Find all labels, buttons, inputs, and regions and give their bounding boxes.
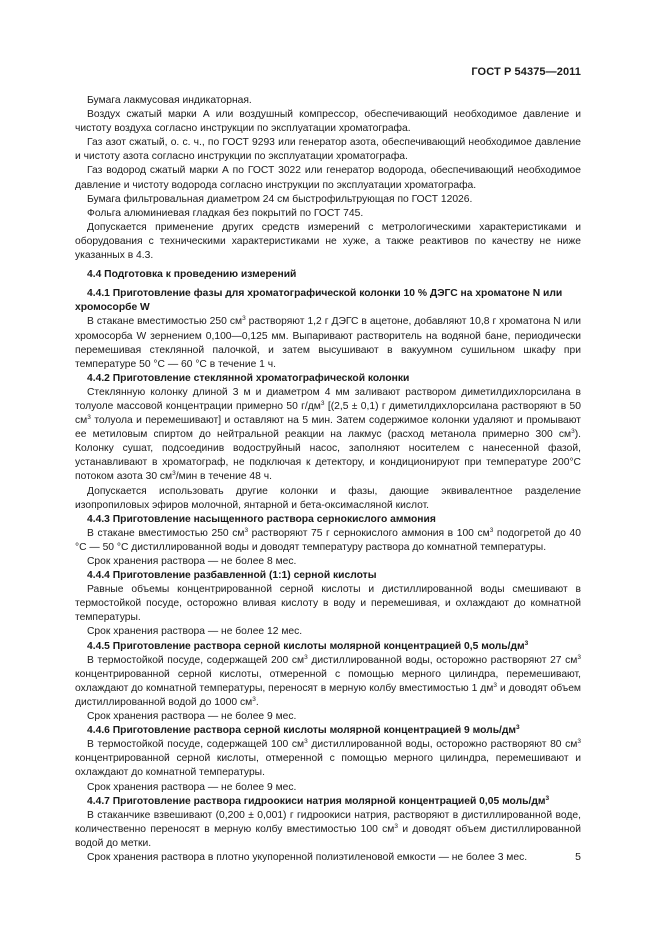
- section-heading: 4.4.4 Приготовление разбавленной (1:1) серной кислоты: [87, 570, 377, 582]
- body-paragraph: Срок хранения раствора — не более 12 мес.: [87, 626, 303, 638]
- body-paragraph: Стеклянную колонку длиной 3 м и диаметром 4 мм заливают раствором диметилдихлорсилана в толуоле массовой концентрации примерно 50 $г/дм^3$ [(2,5 ± 0,1) г диметилдихлорсилана растворяют в 50 $см^3$ толуола и перемешивают] и оставляют на 5 мин. Затем содержимое колонки удаляют и промывают ее метиловым спиртом до нейтральной реакции на лакмус (расход метанола примерно 300 $см^3$). Колонку сушат, подсоединив водоструйный насос, заполняют носителем с нанесенной фазой, устанавливают в хроматограф, не подключая к детектору, и кондиционируют при температуре 200°С потоком азота 30 $см^3$/мин в течение 48 ч.: [75, 386, 581, 483]
- body-paragraph: В термостойкой посуде, содержащей 100 $см^3$ дистиллированной воды, осторожно растворяют 80 $см^3$ концентрированной серной кислоты, отмеренной с помощью мерного цилиндра, перемешивают и охлаждают до комнатной температуры.: [75, 738, 582, 779]
- body-paragraph: Газ водород сжатый марки А по ГОСТ 3022 или генератор водорода, обеспечивающий необходимое давление и чистоту водорода согласно инструкции по эксплуатации хроматографа.: [75, 165, 581, 191]
- section-heading: 4.4.2 Приготовление стеклянной хроматографической колонки: [87, 372, 410, 384]
- body-paragraph: В стаканчике взвешивают (0,200 ± 0,001) г гидроокиси натрия, растворяют в дистиллированной воде, количественно переносят в мерную колбу вместимостью 100 $см^3$ и доводят объем дистиллированной водой до метки.: [75, 809, 582, 849]
- body-paragraph: Бумага лакмусовая индикаторная.: [87, 95, 252, 106]
- section-heading: 4.4.5 Приготовление раствора серной кислоты молярной концентрацией 0,5 моль/$дм^3$: [87, 639, 529, 652]
- body-paragraph: Срок хранения раствора — не более 8 мес.: [87, 556, 297, 567]
- body-paragraph: Равные объемы концентрированной серной кислоты и дистиллированной воды смешивают в термостойкой посуде, осторожно вливая кислоту в воду и перемешивая, и охлаждают до комнатной температуры.: [75, 584, 581, 624]
- section-heading: 4.4.3 Приготовление насыщенного раствора сернокислого аммония: [87, 513, 436, 525]
- body-paragraph: Допускается использовать другие колонки и фазы, дающие эквивалентное разделение изопропиловых эфиров молочной, янтарной и бета-оксимасляной кислот.: [75, 485, 581, 511]
- section-heading: 4.4.6 Приготовление раствора серной кислоты молярной концентрацией 9 моль/$дм^3$: [87, 724, 520, 737]
- document-body: [75, 94, 581, 865]
- body-paragraph: В стакане вместимостью 250 $см^3$ растворяют 1,2 г ДЭГС в ацетоне, добавляют 10,8 г хроматона N или хромосорба W зернением 0,100—0,125 мм. Выпаривают растворитель на водяной бане, периодически перемешивая стеклянной палочкой, и затем высушивают в вакуумном сушильном шкафу при температуре 50 °С — 60 °С в течение 1 ч.: [75, 315, 582, 370]
- body-paragraph: Срок хранения раствора в плотно укупоренной полиэтиленовой емкости — не более 3 мес.: [87, 851, 528, 863]
- section-heading: 4.4.7 Приготовление раствора гидроокиси натрия молярной концентрацией 0,05 моль/$дм^3$: [87, 794, 550, 807]
- body-paragraph: Газ азот сжатый, о. с. ч., по ГОСТ 9293 или генератор азота, обеспечивающий необходимое давление и чистоту азота согласно инструкции по эксплуатации хроматографа.: [75, 137, 581, 163]
- body-paragraph: Фольга алюминиевая гладкая без покрытий по ГОСТ 745.: [87, 207, 364, 219]
- standard-header: ГОСТ Р 54375—2011: [471, 66, 581, 78]
- section-heading: 4.4 Подготовка к проведению измерений: [87, 269, 297, 281]
- section-heading: 4.4.1 Приготовление фазы для хроматографической колонки 10 % ДЭГС на хроматоне N или хромосорбе W: [75, 288, 563, 314]
- body-paragraph: Воздух сжатый марки А или воздушный компрессор, обеспечивающий необходимое давление и чистоту воздуха согласно инструкции по эксплуатации хроматографа.: [75, 109, 581, 135]
- body-paragraph: В стакане вместимостью 250 $см^3$ растворяют 75 г сернокислого аммония в 100 $см^3$ подогретой до 40 °С — 50 °С дистиллированной воды и доводят температуру раствора до комнатной температуры.: [75, 526, 581, 553]
- body-paragraph: Бумага фильтровальная диаметром 24 см быстрофильтрующая по ГОСТ 12026.: [87, 193, 473, 205]
- body-paragraph: Срок хранения раствора — не более 9 мес.: [87, 711, 297, 723]
- body-paragraph: Срок хранения раствора — не более 9 мес.: [87, 781, 297, 793]
- page-number: 5: [575, 851, 581, 863]
- body-paragraph: Допускается применение других средств измерений с метрологическими характеристиками и оборудования с техническими характеристиками не хуже, а также реактивов по качеству не ниже указанных в 4.3.: [75, 221, 581, 262]
- body-paragraph: В термостойкой посуде, содержащей 200 $см^3$ дистиллированной воды, осторожно растворяют 27 $см^3$ концентрированной серной кислоты, отмеренной с помощью мерного цилиндра, перемешивают, охлаждают до комнатной температуры, переносят в мерную колбу вместимостью 1 $дм^3$ и доводят объем дистиллированной водой до 1000 $см^3$.: [75, 653, 582, 708]
